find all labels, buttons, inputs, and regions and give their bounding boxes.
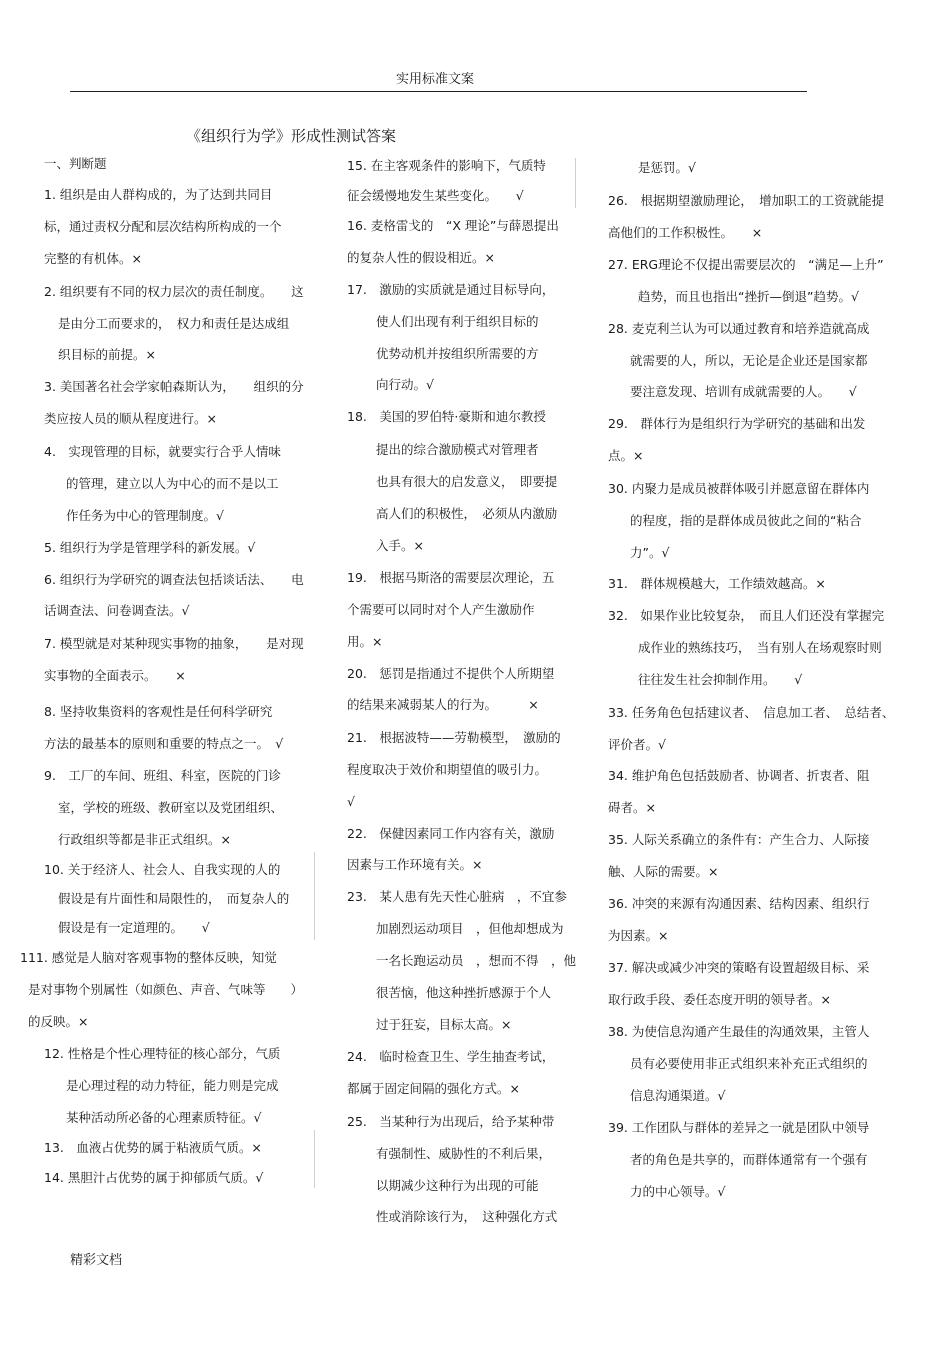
text-line: 一名长跑运动员 ，想而不得 ，他 bbox=[376, 953, 577, 968]
text-line: 评价者。√ bbox=[608, 737, 666, 752]
text-line: 都属于固定间隔的强化方式。× bbox=[347, 1081, 520, 1096]
text-line: 39. 工作团队与群体的差异之一就是团队中领导 bbox=[608, 1120, 870, 1135]
text-line: 点。× bbox=[608, 448, 644, 463]
page-header: 实用标准文案 bbox=[395, 72, 474, 87]
text-line: 行政组织等都是非正式组织。× bbox=[58, 832, 231, 847]
column-divider bbox=[575, 158, 576, 208]
text-line: 16. 麦格雷戈的 “X 理论”与薛恩提出 bbox=[347, 218, 559, 233]
text-line: √ bbox=[347, 794, 355, 809]
text-line: 是心理过程的动力特征，能力则是完成 bbox=[66, 1078, 279, 1093]
text-line: 5. 组织行为学是管理学科的新发展。√ bbox=[44, 540, 256, 555]
text-line: 30. 内聚力是成员被群体吸引并愿意留在群体内 bbox=[608, 481, 870, 496]
text-line: 36. 冲突的来源有沟通因素、结构因素、组织行 bbox=[608, 896, 870, 911]
text-line: 为因素。× bbox=[608, 928, 669, 943]
text-line: 的反映。× bbox=[28, 1014, 89, 1029]
text-line: 18. 美国的罗伯特·豪斯和迪尔教授 bbox=[347, 409, 546, 424]
text-line: 35. 人际关系确立的条件有：产生合力、人际接 bbox=[608, 832, 870, 847]
text-line: 26. 根据期望激励理论， 增加职工的工资就能提 bbox=[608, 193, 885, 208]
text-line: 触、人际的需要。× bbox=[608, 864, 719, 879]
text-line: 是由分工而要求的， 权力和责任是达成组 bbox=[58, 316, 290, 331]
text-line: 作任务为中心的管理制度。√ bbox=[66, 508, 224, 523]
text-line: 14. 黑胆汁占优势的属于抑郁质气质。√ bbox=[44, 1170, 264, 1185]
text-line: 因素与工作环境有关。× bbox=[347, 857, 483, 872]
text-line: 的程度，指的是群体成员彼此之间的“粘合 bbox=[630, 513, 862, 528]
header-rule bbox=[70, 91, 807, 92]
text-line: 完整的有机体。× bbox=[44, 251, 142, 266]
text-line: 要注意发现、培训有成就需要的人。 √ bbox=[630, 384, 857, 399]
text-line: 一、判断题 bbox=[44, 156, 107, 171]
text-line: 3. 美国著名社会学家帕森斯认为， 组织的分 bbox=[44, 379, 304, 394]
text-line: 室，学校的班级、教研室以及党团组织、 bbox=[58, 800, 284, 815]
text-line: 入手。× bbox=[376, 538, 424, 553]
text-line: 27. ERG理论不仅提出需要层次的 “满足—上升” bbox=[608, 257, 884, 272]
text-line: 24. 临时检查卫生、学生抽查考试， bbox=[347, 1049, 555, 1064]
text-line: 是对事物个别属性（如颜色、声音、气味等 ） bbox=[28, 982, 304, 997]
text-line: 8. 坚持收集资料的客观性是任何科学研究 bbox=[44, 704, 273, 719]
text-line: 4. 实现管理的目标，就要实行合乎人情味 bbox=[44, 444, 281, 459]
text-line: 用。× bbox=[347, 634, 383, 649]
text-line: 的结果来减弱某人的行为。 × bbox=[347, 697, 539, 712]
text-line: 高他们的工作积极性。 × bbox=[608, 225, 763, 240]
text-line: 28. 麦克利兰认为可以通过教育和培养造就高成 bbox=[608, 321, 870, 336]
text-line: 类应按人员的顺从程度进行。× bbox=[44, 411, 217, 426]
text-line: 趋势，而且也指出“挫折—倒退”趋势。√ bbox=[638, 289, 859, 304]
text-line: 是惩罚。√ bbox=[638, 160, 696, 175]
text-line: 13. 血液占优势的属于粘液质气质。× bbox=[44, 1140, 262, 1155]
text-line: 21. 根据波特——劳勒模型， 激励的 bbox=[347, 730, 561, 745]
text-line: 方法的最基本的原则和重要的特点之一。 √ bbox=[44, 736, 284, 751]
text-line: 话调查法、问卷调查法。√ bbox=[44, 603, 190, 618]
column-divider bbox=[314, 852, 315, 940]
text-line: 向行动。√ bbox=[376, 377, 434, 392]
page-footer: 精彩文档 bbox=[70, 1253, 123, 1268]
text-line: 往往发生社会抑制作用。 √ bbox=[638, 672, 803, 687]
text-line: 的管理，建立以人为中心的而不是以工 bbox=[66, 476, 279, 491]
text-line: 111. 感觉是人脑对客观事物的整体反映，知觉 bbox=[20, 950, 277, 965]
text-line: 的复杂人性的假设相近。× bbox=[347, 250, 495, 265]
text-line: 12. 性格是个性心理特征的核心部分，气质 bbox=[44, 1046, 281, 1061]
text-line: 37. 解决或减少冲突的策略有设置超级目标、采 bbox=[608, 960, 870, 975]
text-line: 31. 群体规模越大，工作绩效越高。× bbox=[608, 576, 826, 591]
text-line: 某种活动所必备的心理素质特征。√ bbox=[66, 1110, 262, 1125]
text-line: 32. 如果作业比较复杂， 而且人们还没有掌握完 bbox=[608, 608, 885, 623]
text-line: 29. 群体行为是组织行为学研究的基础和出发 bbox=[608, 416, 866, 431]
text-line: 1. 组织是由人群构成的，为了达到共同目 bbox=[44, 187, 273, 202]
text-line: 优势动机并按组织所需要的方 bbox=[376, 346, 539, 361]
text-line: 就需要的人，所以，无论是企业还是国家都 bbox=[630, 353, 868, 368]
text-line: 15. 在主客观条件的影响下，气质特 bbox=[347, 158, 546, 173]
text-line: 取行政手段、委任态度开明的领导者。× bbox=[608, 992, 831, 1007]
text-line: 20. 惩罚是指通过不提供个人所期望 bbox=[347, 666, 555, 681]
text-line: 假设是有片面性和局限性的， 而复杂人的 bbox=[58, 891, 290, 906]
text-line: 征会缓慢地发生某些变化。 √ bbox=[347, 188, 524, 203]
text-line: 6. 组织行为学研究的调查法包括谈话法、 电 bbox=[44, 572, 304, 587]
text-line: 者的角色是共享的，而群体通常有一个强有 bbox=[630, 1152, 868, 1167]
text-line: 22. 保健因素同工作内容有关，激励 bbox=[347, 826, 555, 841]
text-line: 有强制性、威胁性的不利后果， bbox=[376, 1146, 552, 1161]
text-line: 员有必要使用非正式组织来补充正式组织的 bbox=[630, 1056, 868, 1071]
text-line: 以期减少这种行为出现的可能 bbox=[376, 1178, 539, 1193]
text-line: 38. 为使信息沟通产生最佳的沟通效果，主管人 bbox=[608, 1024, 870, 1039]
text-line: 10. 关于经济人、社会人、自我实现的人的 bbox=[44, 862, 281, 877]
text-line: 程度取决于效价和期望值的吸引力。 bbox=[347, 762, 548, 777]
text-line: 也具有很大的启发意义， 即要提 bbox=[376, 474, 558, 489]
text-line: 实事物的全面表示。 × bbox=[44, 668, 186, 683]
text-line: 7. 模型就是对某种现实事物的抽象， 是对现 bbox=[44, 636, 304, 651]
text-line: 高人们的积极性， 必须从内激励 bbox=[376, 506, 558, 521]
text-line: 19. 根据马斯洛的需要层次理论，五 bbox=[347, 570, 555, 585]
text-line: 33. 任务角色包括建议者、 信息加工者、 总结者、 bbox=[608, 705, 895, 720]
text-line: 碍者。× bbox=[608, 800, 656, 815]
text-line: 个需要可以同时对个人产生激励作 bbox=[347, 602, 535, 617]
text-line: 加剧烈运动项目 ，但他却想成为 bbox=[376, 921, 564, 936]
text-line: 34. 维护角色包括鼓励者、协调者、折衷者、阻 bbox=[608, 768, 870, 783]
text-line: 织目标的前提。× bbox=[58, 347, 156, 362]
text-line: 过于狂妄，目标太高。× bbox=[376, 1017, 512, 1032]
text-line: 力”。√ bbox=[630, 545, 670, 560]
text-line: 信息沟通渠道。√ bbox=[630, 1088, 726, 1103]
text-line: 性或消除该行为， 这种强化方式 bbox=[376, 1209, 558, 1224]
text-line: 提出的综合激励模式对管理者 bbox=[376, 442, 539, 457]
text-line: 标，通过责权分配和层次结构所构成的一个 bbox=[44, 219, 282, 234]
text-line: 25. 当某种行为出现后，给予某种带 bbox=[347, 1114, 555, 1129]
text-line: 9. 工厂的车间、班组、科室，医院的门诊 bbox=[44, 768, 281, 783]
text-line: 17. 激励的实质就是通过目标导向， bbox=[347, 282, 555, 297]
text-line: 2. 组织要有不同的权力层次的责任制度。 这 bbox=[44, 284, 304, 299]
text-line: 假设是有一定道理的。 √ bbox=[58, 920, 210, 935]
document-title: 《组织行为学》形成性测试答案 bbox=[186, 127, 397, 145]
text-line: 成作业的熟练技巧， 当有别人在场观察时则 bbox=[638, 640, 882, 655]
column-divider bbox=[314, 1130, 315, 1188]
text-line: 23. 某人患有先天性心脏病 ，不宜参 bbox=[347, 889, 567, 904]
text-line: 使人们出现有利于组织目标的 bbox=[376, 314, 539, 329]
text-line: 很苦恼，他这种挫折感源于个人 bbox=[376, 985, 552, 1000]
text-line: 力的中心领导。√ bbox=[630, 1184, 726, 1199]
